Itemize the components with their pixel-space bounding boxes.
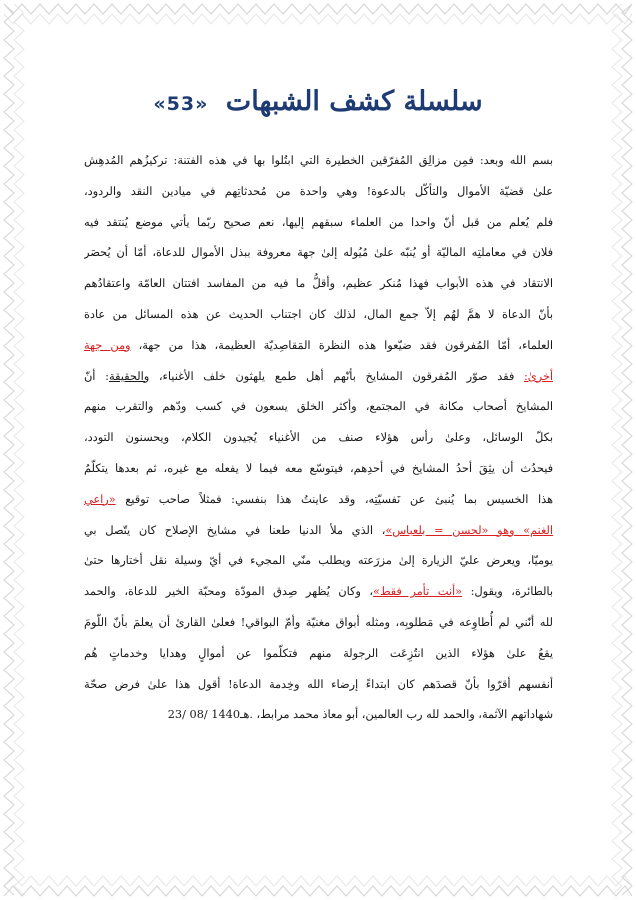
- text-line-16: لله أنّني لم أُطاوِعه في مَطلوبِه، ومثله أبواق مغنيّة وأمّ البواقي! فعلىٰ القارئ أن يعلمَ بأنّ اللّومَ: [84, 615, 553, 629]
- text-line-12: [84, 485, 553, 516]
- text-line-19: [84, 700, 553, 731]
- title-number: «53»: [153, 93, 209, 115]
- article-body: [84, 146, 553, 731]
- text-line-7: [84, 331, 553, 362]
- text-line-15-c: ، وكان يُظهر صِدق المودّة ومحبّة الخير للدعاة، والحمد: [84, 585, 374, 599]
- text-line-8-b: فقد صوّر المُفرقون المشايخ بأنّهم أهل طمع يلهثون خلف الأغنياء،: [149, 369, 524, 383]
- highlight-another: أخرىٰ:: [523, 369, 553, 383]
- text-line-17: يقعُ علىٰ هؤلاء الذين انتُزِعَت الرجولة منهم فتكلّموا عن أموالٍ وهدايا وخدماتٍ هُم: [84, 646, 553, 660]
- text-line-11: فيحدُث أن يثِقَ أحدُ المشايخ في أحدِهم، فيتوسّع معه فيما لا يفعله مع غيره، ثم بعدها يتكلّمُ: [84, 461, 553, 475]
- underlined-the-truth: والحقيقة: [108, 369, 150, 383]
- text-line-15: [84, 577, 553, 608]
- title-text: سلسلة كشف الشبهات: [225, 86, 483, 117]
- text-line-1: بسم الله وبعد: فمِن مزالِق المُفرّقين الخطيرة التي ابتُلوا بها في هذه الفتنة: تركيزُهم المُدهِش: [84, 154, 553, 167]
- highlight-quote: «أنت تأمر فقط»: [373, 585, 463, 599]
- text-line-3: فلم يُعلم من قبل أنّ واحدا من العلماء سبقهم إليها، نعم صحيح ربّما يأتي موضع يُنتقد فيه: [84, 215, 553, 229]
- text-line-4: فلان في معاملتِه الماليّة أو يُنبّه علىٰ مُيُوله إلىٰ جهة معروفة ببذل الأموال للدعاة، أمّا أن يُحصَر: [84, 246, 553, 260]
- text-line-19-a: شهاداتهم الآثمة، والحمد لله رب العالمين، أبو معاذ محمد مرابط،: [252, 708, 553, 722]
- text-line-13-b: ، الذي ملأ الدنيا طعنا في مشايخ الإصلاح كان يتّصل بي: [84, 523, 386, 537]
- page-title: [0, 84, 636, 122]
- text-line-15-a: بالطائرة، ويقول:: [462, 585, 553, 599]
- text-line-8-d: : أنّ: [84, 369, 109, 383]
- text-line-18: أنفسهم أقرّوا بأنّ قصدَهم كان ابتداءً إرضاء الله وخِدمة الدعاة! أقول هذا علىٰ فرض صحّة: [84, 677, 553, 691]
- text-line-9: المشايخ أصحاب مكانة في المجتمع، وأكثر الخلق يسعون في كسب ودّهم والتقرب منهم: [84, 400, 553, 414]
- text-line-12-a: هذا الخسيس بما يُنبئ عن نَفسيّتِه، وقد عاينتُ هذا بنفسي: فمثلاً صاحب توقيع: [115, 492, 553, 506]
- text-line-7-a: العلماء، أمّا المُفرقون فقد ضيّعوا هذه النظرة المَقاصِديّة العظيمة، هذا من جهة،: [130, 338, 553, 352]
- date-text: 23/ 08/ 1440هـ.: [167, 708, 253, 722]
- text-line-13: [84, 516, 553, 547]
- highlight-signature-end: الغنم» وهو «لحسن = بلعباس»: [385, 523, 553, 537]
- text-line-8: [84, 362, 553, 393]
- text-line-6: بأنّ الدعاة لا همَّ لهُم إلاّ جمع المال، لذلك كان اجتناب الحديث عن هذه المسائل من عادة: [84, 307, 553, 321]
- highlight-signature-start: «راعي: [84, 492, 116, 506]
- text-line-10: بكلّ الوسائل، وعلىٰ رأس هؤلاء صنف من الأغنياء يُجيدون الكلام، ويحسنون التودد،: [84, 431, 553, 445]
- text-line-2: علىٰ قضيّة الأموال والتأكّل بالدعوة! وهي واحدة من مُحدثاتِهم في ميادين النقد والردود،: [84, 184, 553, 198]
- highlight-from-another-side: ومن جهة: [84, 338, 131, 352]
- text-line-5: الانتقاد في هذه الأبواب فهذا مُنكر عظيم، وأقلُّ ما فيه من المفاسد افتتان العامّة واعتقادُهم: [84, 277, 553, 291]
- text-line-14: يوميّا، ويعرض عليّ الزيارة إلىٰ مزرَعته ويطلب منّي المجيء في أيّ وسيلة نقل أختارها حتىٰ: [84, 554, 553, 568]
